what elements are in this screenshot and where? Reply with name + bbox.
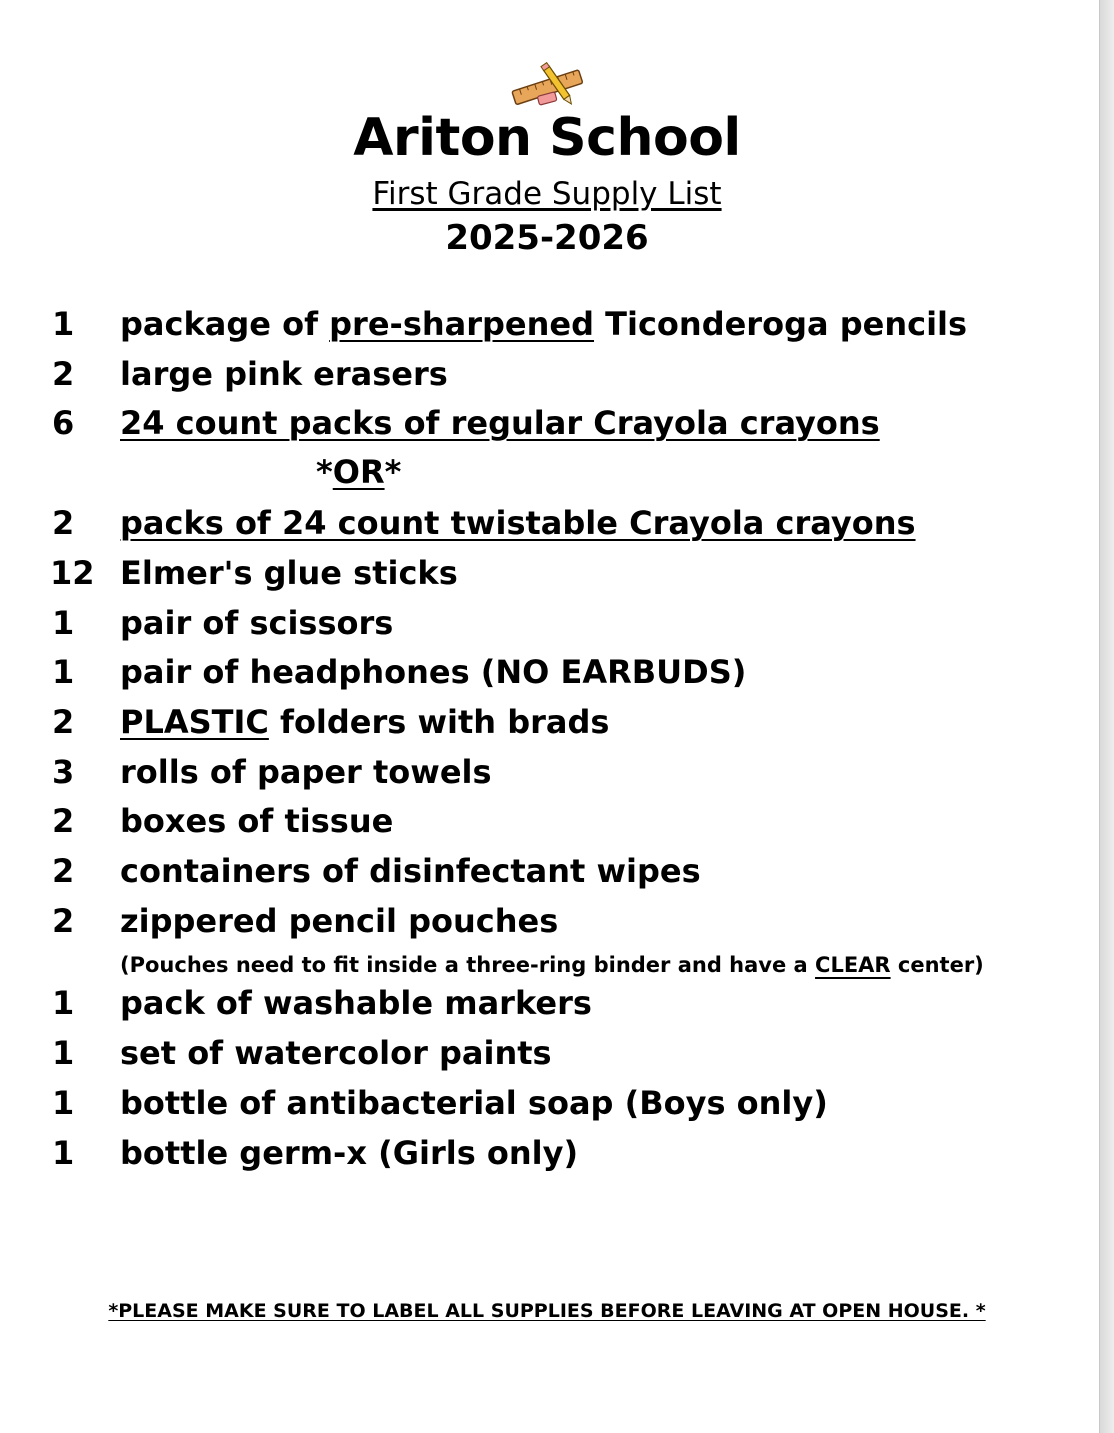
school-year: 2025-2026 <box>445 218 649 258</box>
item-description: pack of washable markers <box>120 984 592 1022</box>
or-separator: *OR* <box>316 453 402 491</box>
pouch-note: (Pouches need to fit inside a three-ring binder and have a CLEAR center) <box>120 953 984 977</box>
item-quantity: 2 <box>52 355 75 393</box>
ruler-pencil-icon <box>508 62 588 110</box>
item-description: zippered pencil pouches <box>120 902 559 940</box>
item-quantity: 2 <box>52 852 75 890</box>
footer-notice: *PLEASE MAKE SURE TO LABEL ALL SUPPLIES BEFORE LEAVING AT OPEN HOUSE. * <box>108 1300 986 1322</box>
item-quantity: 1 <box>52 305 75 343</box>
list-title: First Grade Supply List <box>372 176 722 212</box>
item-quantity: 1 <box>52 1034 75 1072</box>
item-quantity: 1 <box>52 1134 75 1172</box>
item-description: bottle of antibacterial soap (Boys only) <box>120 1084 828 1122</box>
emphasis-text: pre-sharpened <box>329 305 595 343</box>
item-quantity: 2 <box>52 703 75 741</box>
emphasis-text: PLASTIC <box>120 703 269 741</box>
item-description: containers of disinfectant wipes <box>120 852 701 890</box>
item-description: package of pre-sharpened Ticonderoga pencils <box>120 305 968 343</box>
item-quantity: 3 <box>52 753 75 791</box>
item-description: PLASTIC folders with brads <box>120 703 610 741</box>
clear-emphasis: CLEAR <box>815 953 891 977</box>
item-description: 24 count packs of regular Crayola crayons <box>120 404 880 442</box>
item-quantity: 1 <box>52 604 75 642</box>
item-quantity: 2 <box>52 504 75 542</box>
item-quantity: 2 <box>52 902 75 940</box>
item-quantity: 2 <box>52 802 75 840</box>
item-description: rolls of paper towels <box>120 753 492 791</box>
item-description: pair of headphones (NO EARBUDS) <box>120 653 747 691</box>
item-description: pair of scissors <box>120 604 394 642</box>
item-description: bottle germ-x (Girls only) <box>120 1134 579 1172</box>
item-quantity: 1 <box>52 1084 75 1122</box>
item-description: large pink erasers <box>120 355 448 393</box>
page-edge <box>1099 0 1114 1433</box>
item-description: Elmer's glue sticks <box>120 554 458 592</box>
item-description: set of watercolor paints <box>120 1034 552 1072</box>
item-quantity: 6 <box>52 404 75 442</box>
item-description: packs of 24 count twistable Crayola crayons <box>120 504 916 542</box>
item-description: boxes of tissue <box>120 802 394 840</box>
item-quantity: 1 <box>52 984 75 1022</box>
item-quantity: 12 <box>50 554 95 592</box>
item-quantity: 1 <box>52 653 75 691</box>
school-name: Ariton School <box>353 108 741 168</box>
